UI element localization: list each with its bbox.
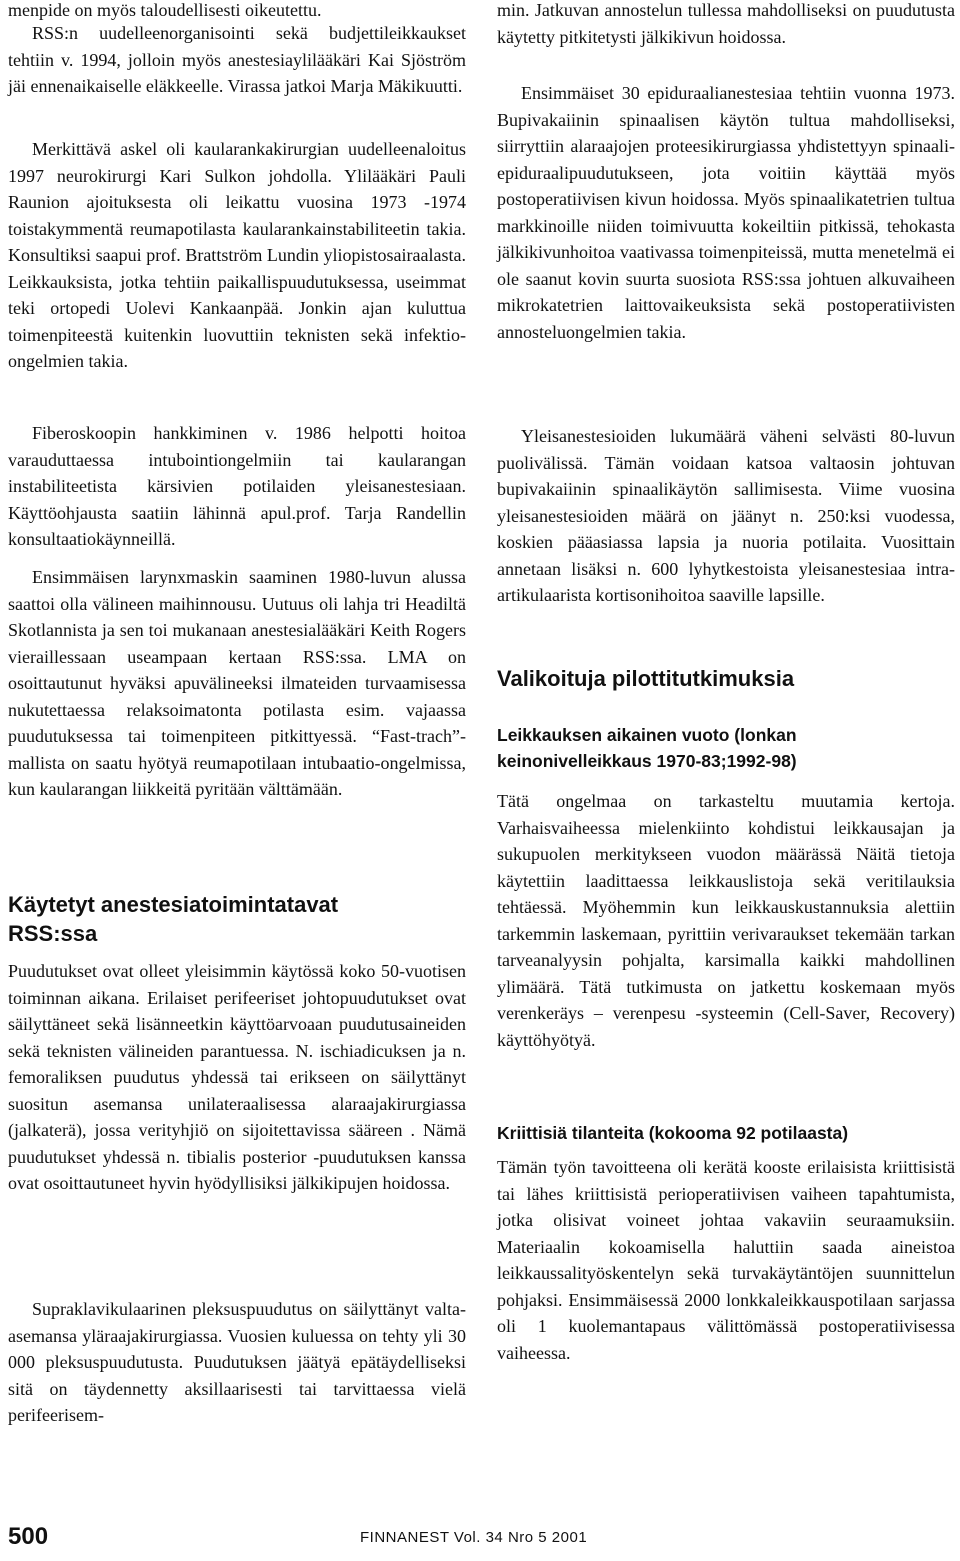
paragraph-general-anesthesia: Yleisanestesioiden lukumäärä väheni selvästi 80-luvun puolivälissä. Tämän voidaan katsoa valtaosin johtuvan bupivakaiinin spinaalikäytön sallimisesta. Viime vuosina yleisanestesioiden määrä on jäänyt n. 250:ksi vuodessa, koskien pääasiassa lapsia ja nuoria potilaita. Vuosittain annetaan lisäksi n. 600 lyhytkestoista yleisanestesiaa intra-artikulaarista kortisonihoitoa saaville lapsille.	[497, 426, 955, 605]
paragraph-epidural: Ensimmäiset 30 epiduraalianestesiaa tehtiin vuonna 1973. Bupivakaiinin spinaalisen käytön tultua mahdolliseksi, siirryttiin alaraajojen proteesikirurgiassa yhdistettyyn spinaali-epiduraalipuudutukseen, jota voitiin käyttää myös postoperatiivisen kivun hoidossa. Myös spinaalikatetrien tultua markkinoille niiden toimivuutta kokeiltiin pitkissä, tehokasta jälkikivunhoitoa vaativassa toimenpiteissä, mutta menetelmä ei ole saanut kovin suurta suosiota RSS:ssa johtuen alkuvaiheen mikrokatetrien laittovaikeuksista sekä postoperatiivisten annosteluongelmien takia.	[497, 83, 955, 342]
paragraph-spine-surgery: Merkittävä askel oli kaularankakirurgian uudelleenaloitus 1997 neurokirurgi Kari Sulkon johdolla. Ylilääkäri Pauli Raunion ajoituksesta oli leikattu vuosina 1973 -1974 toistakymmentä reumapotilasta kaularankainstabiliteetin takia. Konsultiksi saapui prof. Brattström Lundin yliopistosairaalasta. Leikkauksista, jotka tehtiin paikallispuudutuksessa, useimmat teki ortopedi Uolevi Kankaanpää. Jonkin ajan kuluttua toimenpiteestä kuitenkin luovuttiin teknisten sekä infektio-ongelmien takia.	[8, 139, 466, 371]
paragraph-continuation: menpide on myös taloudellisesti oikeutettu.	[8, 0, 322, 20]
paragraph-plexus-block: Supraklavikulaarinen pleksuspuudutus on säilyttänyt valta-asemansa yläraajakirurgiassa. Vuosien kuluessa on tehty yli 30 000 pleksuspuudutusta. Puudutuksen jäätyä epätäydelliseksi sitä on täydennetty aksillaarisesti tai tarvittaessa vielä perifeerisem-	[8, 1299, 466, 1425]
paragraph-regional-anesthesia: Puudutukset ovat olleet yleisimmin käytössä koko 50-vuotisen toiminnan aikana. Erilaiset perifeeriset johtopuudutukset ovat säilyttäneet sekä lisänneetkin käyttöarvoaan puudutusaineiden sekä teknisten välineiden parantuessa. N. ischiadicuksen ja n. femoraliksen puudutus yhdessä tai erikseen on säilyttänyt suositun asemansa unilateraalisessa alaraajakirurgiassa (jalkaterä), jossa verityhjiö on sijoitettavissa sääreen . Nämä puudutukset yhdessä n. tibialis posterior -puudutuksen kanssa ovat osoittautuneet hyvin hyödyllisiksi jälkikipujen hoidossa.	[8, 961, 466, 1193]
journal-reference: FINNANEST Vol. 34 Nro 5 2001	[360, 1529, 588, 1546]
section-heading-pilot-studies: Valikoituja pilottitutkimuksia	[497, 666, 795, 691]
paragraph-critical-study: Tämän työn tavoitteena oli kerätä kooste erilaisista kriittisistä tai lähes kriittisistä perioperatiivisen vaiheen tapahtumista, jotka olisivat voineet johtaa vakaviin seuraamuksiin. Materiaalin kokoamisella haluttiin saada aineistoa leikkaussalityöskentelyn sekä turvakäytäntöjen suunnittelun pohjaksi. Ensimmäisessä 2000 lonkkaleikkauspotilaan sarjassa oli 1 kuolemantapaus välittömässä postoperatiivisessa vaiheessa.	[497, 1157, 955, 1363]
paragraph-reorganisation: RSS:n uudelleenorganisointi sekä budjettileikkaukset tehtiin v. 1994, jolloin myös anestesiaylilääkäri Kai Sjöström jäi ennenaikaiselle eläkkeelle. Virassa jatkoi Marja Mäkikuutti.	[8, 23, 466, 96]
paragraph-bleeding-study: Tätä ongelmaa on tarkasteltu muutamia kertoja. Varhaisvaiheessa mielenkiinto kohdistui leikkausajan ja sukupuolen merkitykseen vuodon määrässä Näitä tietoja käytettiin laadittaessa leikkauslistoja sekä veritilauksia tehtäessä. Myöhemmin kun leikkauskustannuksia alettiin tarkemmin laskemaan, pyrittiin verivaraukset tekemään tarkan tarveanalyysin pohjalta, karsimalla kaikki mahdollinen ylimäärä. Tätä tutkimusta on jatkettu koskemaan myös verenkeräys – verenpesu -systeemin (Cell-Saver, Recovery) käyttöhyötyä.	[497, 791, 955, 1050]
subheading-critical-situations: Kriittisiä tilanteita (kokooma 92 potilaasta)	[497, 1123, 849, 1143]
paragraph-continuation-right: min. Jatkuvan annostelun tullessa mahdolliseksi on puudutusta käytetty pitkitetysti jälkikivun hoidossa.	[497, 0, 955, 47]
paragraph-larynx-mask: Ensimmäisen larynxmaskin saaminen 1980-luvun alussa saattoi olla välineen maihinnousu. Uutuus oli lahja tri Headiltä Skotlannista ja sen toi mukanaan anestesialääkäri Keith Rogers vieraillessaan useampaan kertaan RSS:ssa. LMA on osoittautunut hyväksi apuvälineeksi ilmateiden turvaamisessa nukutettaessa relaksoimatonta potilasta esim. vajaassa puudutuksessa tai toimenpiteen pitkittyessä. “Fast-trach”-mallista on saatu hyötyä reumapotilaan intubaatio-ongelmissa, kun kaularangan liikkeitä pyritään välttämään.	[8, 567, 466, 799]
subheading-bleeding: Leikkauksen aikainen vuoto (lonkan keinonivelleikkaus 1970-83;1992-98)	[497, 725, 797, 771]
section-heading-anesthesia-methods: Käytetyt anestesiatoimintatavat RSS:ssa	[8, 892, 339, 946]
paragraph-fiberoscope: Fiberoskoopin hankkiminen v. 1986 helpotti hoitoa varauduttaessa intubointiongelmiin tai kaularangan instabiliteetista kärsivien potilaiden yleisanestesiaan. Käyttöohjausta saatiin lähinnä apul.prof. Tarja Randellin konsultaatiokäynneillä.	[8, 423, 466, 549]
page-number: 500	[8, 1523, 49, 1550]
